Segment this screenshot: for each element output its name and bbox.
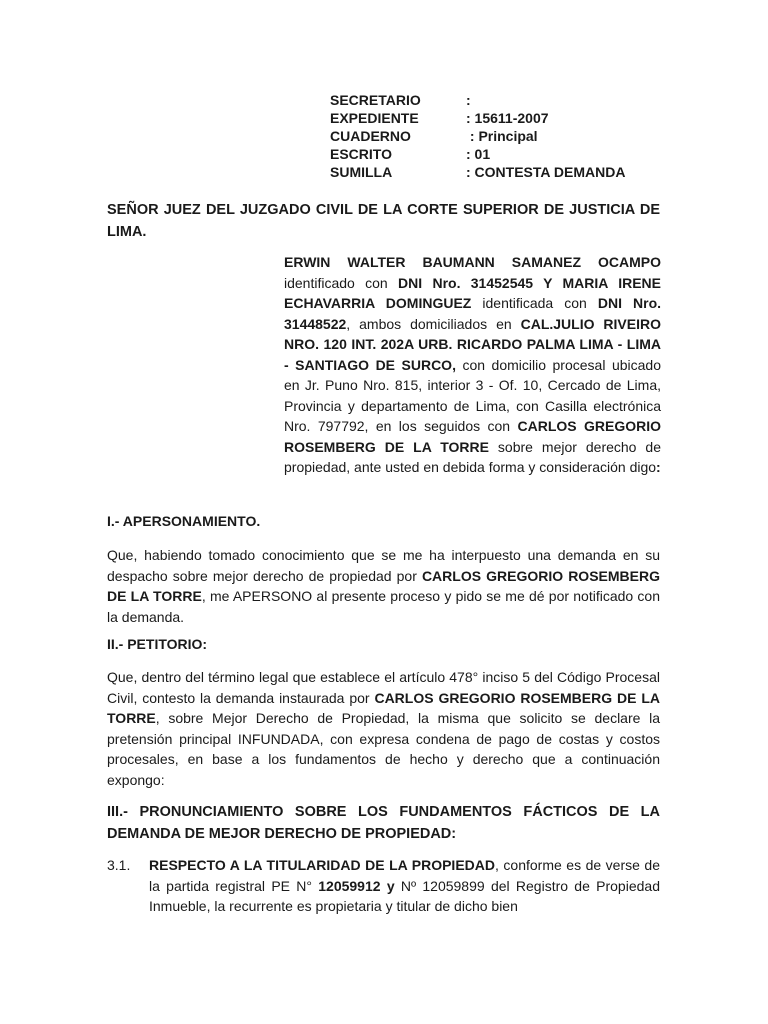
para-text: Que, dentro del término legal que establece el artículo 478° inciso 5 del Código Procesal Civil, contesto la demanda instaurada por: [107, 669, 660, 706]
list-item: [107, 855, 660, 917]
intro-text: identificado con: [284, 274, 399, 291]
intro-paragraph: [284, 252, 661, 478]
item-fragment: 12059912 y: [318, 877, 395, 894]
item-number: 3.1.: [107, 857, 131, 873]
intro-text: identificada con: [471, 295, 598, 311]
header-row-expediente: [330, 109, 625, 127]
header-label: SUMILLA: [330, 164, 393, 180]
header-label: EXPEDIENTE: [330, 110, 419, 126]
item-text: [149, 855, 660, 917]
para-text: , sobre Mejor Derecho de Propiedad, la misma que solicito se declare la pretensión principal INFUNDADA, con expresa condena de pago de costas y costos procesales, en base a los fundamentos de hecho y derecho que a continuación expongo:: [107, 710, 660, 788]
item-fragment: RESPECTO A LA TITULARIDAD DE LA PROPIEDAD: [149, 857, 495, 873]
para-text: , me APERSONO al presente proceso y pido se me dé por notificado con la demanda.: [107, 588, 660, 625]
para-text: Que, habiendo tomado conocimiento que se me ha interpuesto una demanda en su despacho sobre mejor derecho de propiedad por: [107, 547, 660, 584]
header-value: : Principal: [466, 128, 538, 144]
header-row-sumilla: [330, 163, 625, 181]
header-row-escrito: [330, 145, 625, 163]
section-1-title: I.- APERSONAMIENTO.: [107, 513, 261, 529]
header-value: :: [466, 92, 471, 108]
intro-text: con domicilio procesal ubicado en Jr. Puno Nro. 815, interior 3 - Of. 10, Cercado de Lima, Provincia y departamento de Lima, con Casilla electrónica Nro. 797792, en los seguidos con: [284, 356, 661, 434]
header-value: : 15611-2007: [466, 110, 549, 126]
para-text: CARLOS GREGORIO ROSEMBERG DE LA TORRE: [107, 689, 661, 726]
header-row-secretario: [330, 91, 625, 109]
intro-text: DNI Nro. 31452545 Y MARIA IRENE ECHAVARRIA DOMINGUEZ: [284, 274, 661, 311]
item-fragment: , conforme es de verse de la partida registral PE N°: [149, 857, 660, 894]
header-value: : CONTESTA DEMANDA: [466, 164, 626, 180]
header-label: ESCRITO: [330, 146, 392, 162]
section-2-title: II.- PETITORIO:: [107, 636, 208, 652]
header-label: SECRETARIO: [330, 92, 421, 108]
section-2-paragraph: [107, 667, 660, 790]
header-value: : 01: [466, 146, 491, 162]
intro-text: , ambos domiciliados en: [346, 315, 521, 332]
intro-text: :: [656, 459, 661, 475]
intro-text: CAL.JULIO RIVEIRO NRO. 120 INT. 202A URB. RICARDO PALMA LIMA - LIMA - SANTIAGO DE SURCO,: [284, 315, 661, 373]
intro-text: ERWIN WALTER BAUMANN SAMANEZ OCAMPO: [284, 254, 661, 270]
case-header: [330, 91, 625, 181]
section-3-title: III.- PRONUNCIAMIENTO SOBRE LOS FUNDAMENTOS FÁCTICOS DE LA DEMANDA DE MEJOR DERECHO DE PROPIEDAD:: [107, 804, 660, 842]
header-row-cuaderno: [330, 127, 625, 145]
addressee: SEÑOR JUEZ DEL JUZGADO CIVIL DE LA CORTE SUPERIOR DE JUSTICIA DE LIMA.: [107, 202, 660, 240]
intro-text: sobre mejor derecho de propiedad, ante usted en debida forma y consideración digo: [284, 438, 661, 475]
intro-text: DNI Nro. 31448522: [284, 295, 662, 332]
item-fragment: Nº 12059899 del Registro de Propiedad Inmueble, la recurrente es propietaria y titular de dicho bien: [149, 877, 660, 914]
intro-text: CARLOS GREGORIO ROSEMBERG DE LA TORRE: [284, 418, 661, 455]
section-1-paragraph: [107, 545, 660, 627]
para-text: CARLOS GREGORIO ROSEMBERG DE LA TORRE: [107, 567, 660, 604]
header-label: CUADERNO: [330, 128, 411, 144]
